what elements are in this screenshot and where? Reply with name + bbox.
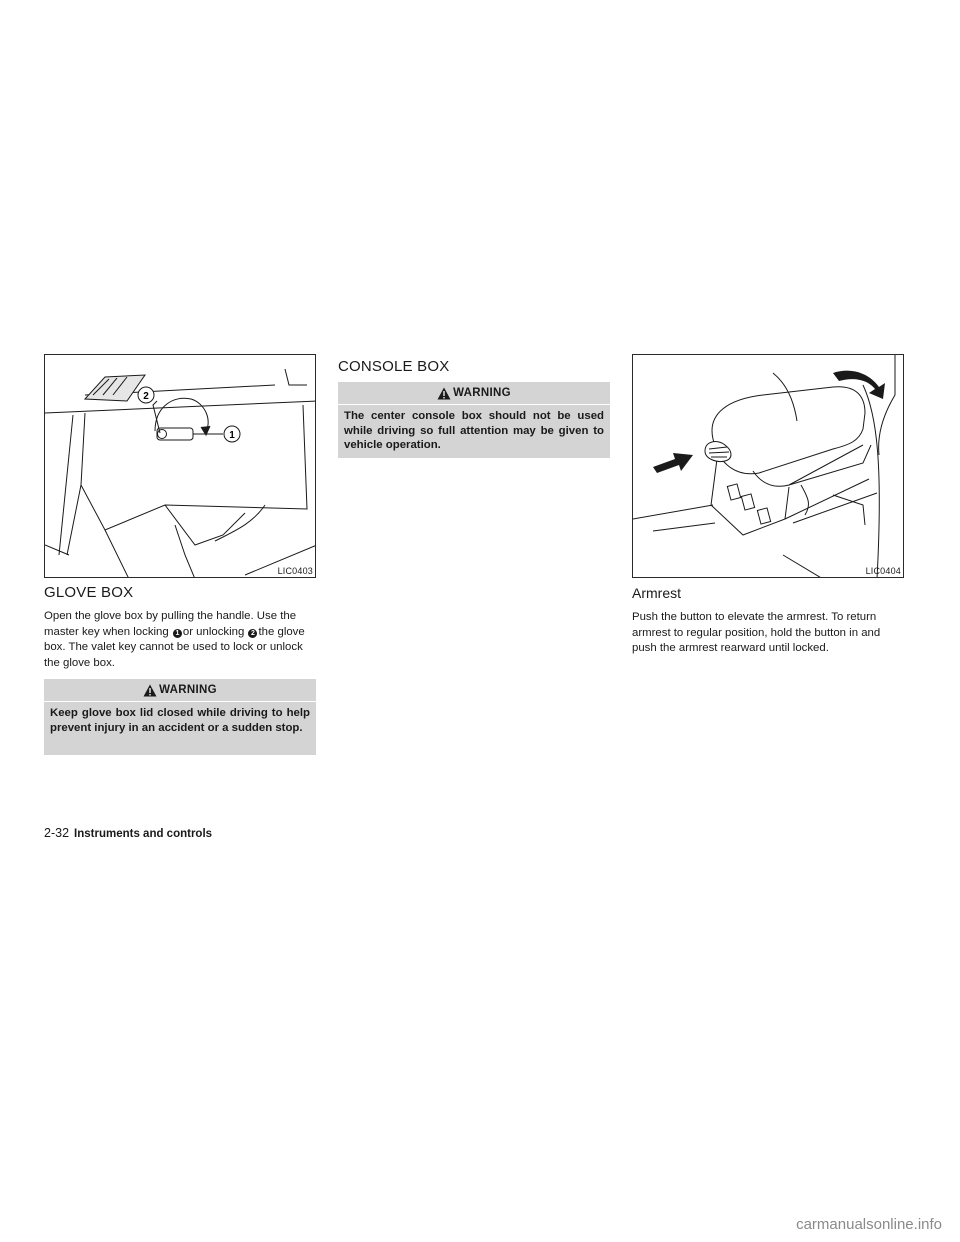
armrest-heading: Armrest	[632, 585, 681, 601]
warning-text: The center console box should not be used while driving so full attention may be given to vehicle operation.	[344, 410, 604, 452]
warning-label: WARNING	[159, 684, 217, 696]
armrest-figure	[632, 354, 904, 578]
warning-label: WARNING	[453, 387, 511, 399]
glove-box-text-a: Open the glove box by pulling the handle. Use the master key when locking	[44, 610, 297, 638]
warning-text: Keep glove box lid closed while driving to help prevent injury in an accident or a sudden stop.	[50, 707, 310, 734]
callout-1-icon: 1	[173, 629, 182, 638]
glove-figure-callout-2: 2	[143, 391, 149, 402]
glove-box-warning	[44, 679, 316, 755]
callout-2-icon: 2	[248, 629, 257, 638]
section-title: Instruments and controls	[74, 828, 213, 840]
arrow-icon	[653, 453, 693, 473]
glove-box-text-b: or unlocking	[182, 625, 245, 638]
page-footer	[44, 826, 212, 840]
console-box-heading: CONSOLE BOX	[338, 358, 450, 375]
page-number: 2-32	[44, 826, 70, 840]
glove-figure-code: LIC0403	[277, 566, 313, 576]
warning-triangle-icon	[143, 684, 157, 697]
watermark: carmanualsonline.info	[796, 1216, 942, 1233]
glove-box-illustration	[45, 355, 316, 578]
glove-box-heading: GLOVE BOX	[44, 584, 134, 601]
warning-triangle-icon	[437, 387, 451, 400]
armrest-paragraph: Push the button to elevate the armrest. To return armrest to regular position, hold the button in and push the armrest rearward until locked.	[632, 611, 881, 654]
console-box-warning	[338, 382, 610, 458]
glove-box-paragraph	[44, 609, 317, 671]
glove-box-text-c: the glove box. The valet key cannot be used to lock or unlock the glove box.	[44, 625, 305, 669]
glove-figure-callout-1: 1	[229, 430, 235, 441]
armrest-illustration	[633, 355, 904, 578]
warning-header	[44, 679, 316, 702]
armrest-figure-code: LIC0404	[865, 566, 901, 576]
warning-header	[338, 382, 610, 405]
glove-box-figure	[44, 354, 316, 578]
